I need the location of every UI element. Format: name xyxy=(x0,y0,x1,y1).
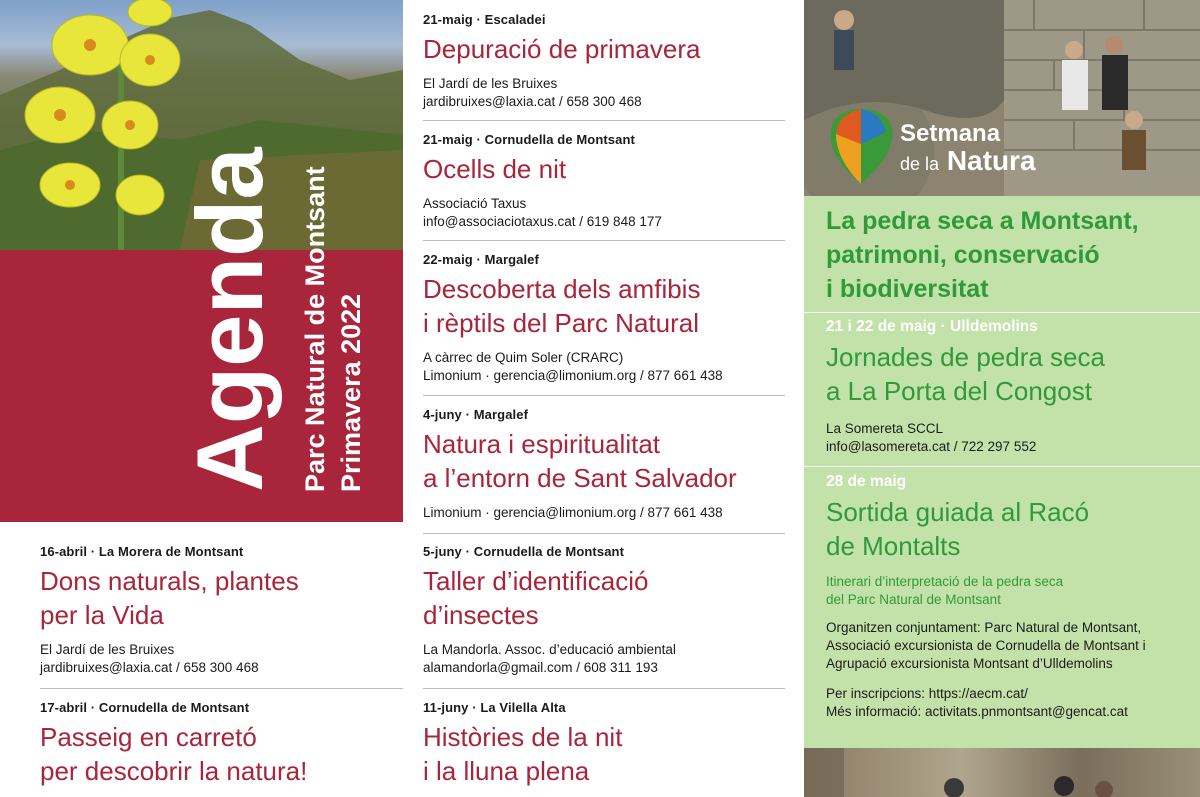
divider xyxy=(40,688,403,689)
event-title-line1: Jornades de pedra seca xyxy=(826,342,1105,372)
event-amfibis-reptils xyxy=(423,252,793,385)
agenda-title: Agenda xyxy=(177,147,282,492)
flower-photo xyxy=(0,0,403,250)
dry-stone-photo xyxy=(804,0,1200,196)
green-info-panel xyxy=(804,196,1200,748)
divider xyxy=(423,240,785,241)
event-title-line1: Descoberta dels amfibis xyxy=(423,274,701,304)
event-title-line1: Natura i espiritualitat xyxy=(423,429,660,459)
logo-line2b: Natura xyxy=(946,145,1036,176)
headline-line1: La pedra seca a Montsant, xyxy=(826,207,1139,235)
event-title-line1: Depuració de primavera xyxy=(423,34,701,64)
event-organizer: El Jardí de les Bruixes xyxy=(423,76,558,91)
event-subtitle-line2: del Parc Natural de Montsant xyxy=(826,592,1001,607)
event-title-line2: a l’entorn de Sant Salvador xyxy=(423,463,737,493)
divider xyxy=(423,533,785,534)
event-date: 4-juny · Margalef xyxy=(423,407,528,422)
event-title-line2: a La Porta del Congost xyxy=(826,376,1092,406)
middle-column xyxy=(403,0,804,797)
group-photo-illustration xyxy=(804,748,1200,797)
event-contact: info@associaciotaxus.cat / 619 848 177 xyxy=(423,214,662,229)
event-sortida-raco-montalts xyxy=(826,473,1196,721)
event-subtitle-line1: Itinerari d’interpretació de la pedra seca xyxy=(826,574,1064,589)
event-date: 17-abril · Cornudella de Montsant xyxy=(40,700,250,715)
logo-line1: Setmana xyxy=(900,120,1001,147)
event-contact: jardibruixes@laxia.cat / 658 300 468 xyxy=(40,660,259,675)
event-date: 22-maig · Margalef xyxy=(423,252,539,267)
right-column xyxy=(804,0,1200,797)
event-passeig-carreto xyxy=(40,700,380,788)
divider xyxy=(423,688,785,689)
event-organizer: Associació Taxus xyxy=(423,196,527,211)
agenda-subtitle-season: Primavera 2022 xyxy=(336,293,366,492)
headline-line3: i biodiversitat xyxy=(826,275,989,303)
event-taller-insectes xyxy=(423,544,793,677)
event-ocells-nit xyxy=(423,132,793,231)
event-contact: jardibruixes@laxia.cat / 658 300 468 xyxy=(423,94,642,109)
divider xyxy=(423,395,785,396)
event-date: 21 i 22 de maig · Ulldemolins xyxy=(826,318,1038,335)
left-column xyxy=(0,0,403,797)
event-organizer: El Jardí de les Bruixes xyxy=(40,642,175,657)
event-date: 5-juny · Cornudella de Montsant xyxy=(423,544,624,559)
event-title-line2: per descobrir la natura! xyxy=(40,756,308,786)
event-organizer: La Mandorla. Assoc. d’educació ambiental xyxy=(423,642,676,657)
setmana-natura-logo-text xyxy=(900,122,1036,179)
event-title-line2: per la Vida xyxy=(40,600,164,630)
event-histories-nit xyxy=(423,700,793,788)
event-title-line2: d’insectes xyxy=(423,600,539,630)
event-contact: alamandorla@gmail.com / 608 311 193 xyxy=(423,660,658,675)
event-date: 21-maig · Cornudella de Montsant xyxy=(423,132,635,147)
event-title-line1: Sortida guiada al Racó xyxy=(826,497,1090,527)
event-jornades-pedra-seca xyxy=(826,318,1196,456)
logo-line2a: de la xyxy=(900,154,940,174)
panel-headline xyxy=(826,204,1200,306)
event-title-line2: i rèptils del Parc Natural xyxy=(423,308,699,338)
agenda-red-band xyxy=(0,250,403,522)
event-date: 16-abril · La Morera de Montsant xyxy=(40,544,244,559)
agenda-subtitle-park: Parc Natural de Montsant xyxy=(300,166,330,492)
group-photo xyxy=(804,748,1200,797)
event-title-line2: de Montalts xyxy=(826,531,961,561)
divider xyxy=(804,312,1200,313)
event-title-line1: Ocells de nit xyxy=(423,154,567,184)
event-title-line1: Taller d’identificació xyxy=(423,566,649,596)
more-info: Més informació: activitats.pnmontsant@gencat.cat xyxy=(826,704,1128,719)
event-title-line2: i la lluna plena xyxy=(423,756,590,786)
event-date: 21-maig · Escaladei xyxy=(423,12,546,27)
setmana-natura-logo-icon xyxy=(826,104,896,186)
event-depuracio xyxy=(423,12,793,111)
organizers-line3: Agrupació excursionista Montsant d’Ulldemolins xyxy=(826,656,1113,671)
event-date: 28 de maig xyxy=(826,473,907,490)
event-contact: Limonium · gerencia@limonium.org / 877 661 438 xyxy=(423,368,723,383)
divider xyxy=(804,466,1200,467)
flower-illustration xyxy=(0,0,403,250)
event-contact: info@lasomereta.cat / 722 297 552 xyxy=(826,439,1037,454)
event-title-line1: Passeig en carretó xyxy=(40,722,257,752)
event-title-line1: Històries de la nit xyxy=(423,722,623,752)
event-title-line1: Dons naturals, plantes xyxy=(40,566,299,596)
divider xyxy=(423,120,785,121)
event-contact: Limonium · gerencia@limonium.org / 877 661 438 xyxy=(423,505,723,520)
headline-line2: patrimoni, conservació xyxy=(826,241,1100,269)
event-organizer: A càrrec de Quim Soler (CRARC) xyxy=(423,350,624,365)
event-date: 11-juny · La Vilella Alta xyxy=(423,700,566,715)
event-natura-espiritualitat xyxy=(423,407,793,522)
event-organizer: La Somereta SCCL xyxy=(826,421,944,436)
organizers-line2: Associació excursionista de Cornudella de Montsant i xyxy=(826,638,1146,653)
organizers-line1: Organitzen conjuntament: Parc Natural de Montsant, xyxy=(826,620,1142,635)
registration-info: Per inscripcions: https://aecm.cat/ xyxy=(826,686,1028,701)
event-dons-naturals xyxy=(40,544,380,677)
